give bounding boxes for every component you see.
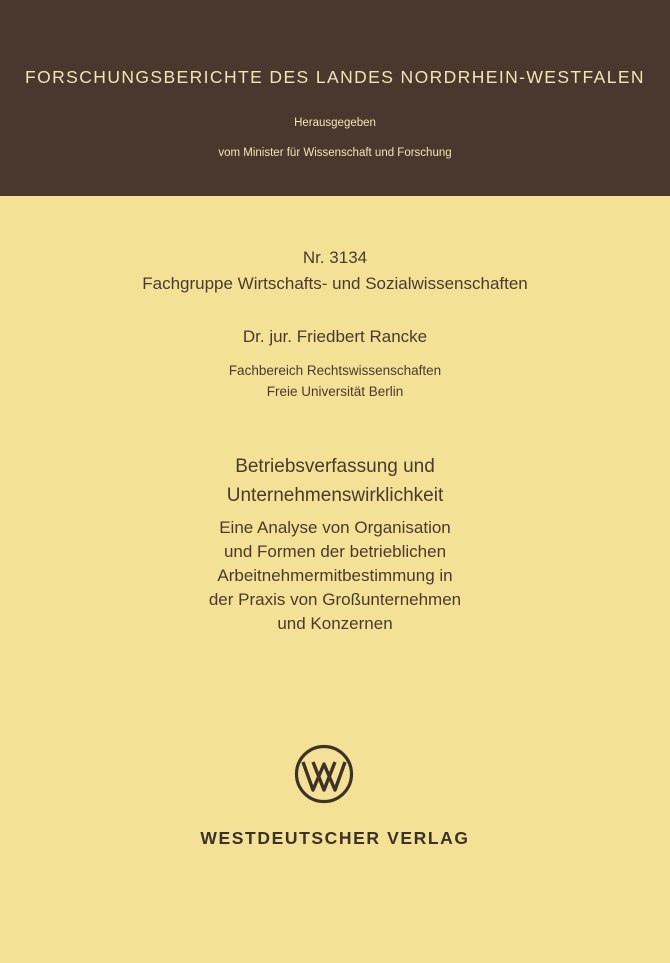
- series-header-band: [0, 0, 670, 196]
- author-university: Freie Universität Berlin: [266, 384, 404, 399]
- subject-group: Fachgruppe Wirtschafts- und Sozialwissenschaften: [142, 274, 528, 293]
- book-subtitle: [0, 516, 670, 636]
- author-name: Dr. jur. Friedbert Rancke: [242, 327, 428, 346]
- subtitle-line: und Formen der betrieblichen: [223, 542, 447, 561]
- author-department: Fachbereich Rechtswissenschaften: [228, 363, 442, 378]
- subtitle-line: und Konzernen: [277, 614, 393, 633]
- title-line: Betriebsverfassung und: [235, 456, 435, 477]
- series-title: FORSCHUNGSBERICHTE DES LANDES NORDRHEIN-WESTFALEN: [25, 67, 645, 87]
- title-line: Unternehmenswirklichkeit: [226, 485, 444, 506]
- report-number: Nr. 3134: [302, 248, 368, 267]
- subtitle-line: Arbeitnehmermitbestimmung in: [217, 566, 453, 585]
- publisher-name: WESTDEUTSCHER VERLAG: [200, 828, 470, 848]
- subtitle-line: Eine Analyse von Organisation: [219, 518, 451, 537]
- subtitle-line: der Praxis von Großunternehmen: [208, 590, 462, 609]
- editor-label: Herausgegeben: [294, 117, 376, 129]
- editor-name: vom Minister für Wissenschaft und Forschung: [218, 147, 452, 159]
- wv-monogram-icon: [294, 744, 354, 804]
- book-title: [0, 452, 670, 510]
